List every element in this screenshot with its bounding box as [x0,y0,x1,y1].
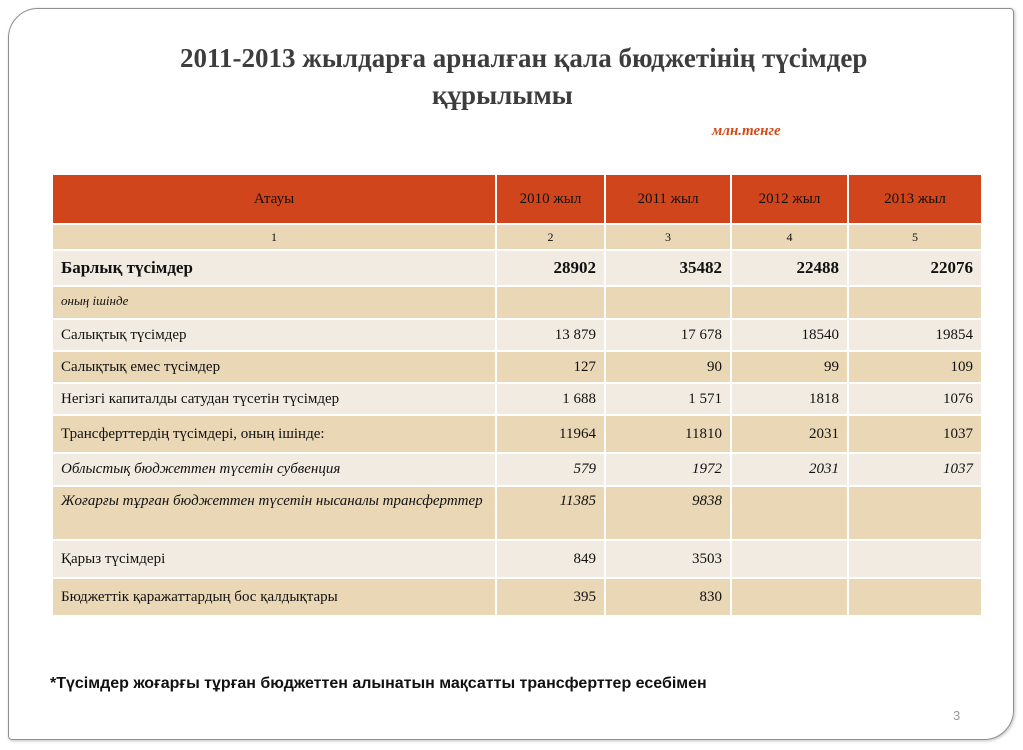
header-2011: 2011 жыл [605,174,731,224]
cell-2011: 11810 [605,415,731,453]
index-cell: 3 [605,224,731,250]
index-cell: 1 [52,224,496,250]
cell-2011: 17 678 [605,319,731,351]
cell-2010: 395 [496,578,605,616]
cell-2010 [496,286,605,319]
header-row [52,174,982,224]
cell-2011: 3503 [605,540,731,578]
row-name: Салықтық емес түсімдер [52,351,496,383]
unit-label: млн.тенге [712,123,781,139]
cell-2010: 127 [496,351,605,383]
cell-2010: 11964 [496,415,605,453]
cell-2011: 1 571 [605,383,731,415]
cell-2013: 1037 [848,453,982,486]
row-name: Барлық түсімдер [52,250,496,286]
cell-2012 [731,286,848,319]
budget-table [51,173,983,617]
header-2012: 2012 жыл [731,174,848,224]
cell-2012 [731,540,848,578]
cell-2013 [848,578,982,616]
header-2010: 2010 жыл [496,174,605,224]
header-name: Атауы [52,174,496,224]
header-2013: 2013 жыл [848,174,982,224]
cell-2012: 1818 [731,383,848,415]
cell-2012: 2031 [731,415,848,453]
row-name: Трансферттердің түсімдері, оның ішінде: [52,415,496,453]
cell-2010: 579 [496,453,605,486]
cell-2011 [605,286,731,319]
cell-2010: 1 688 [496,383,605,415]
footnote: *Түсімдер жоғарғы тұрған бюджеттен алынатын мақсатты трансферттер есебімен [50,675,707,692]
cell-2013 [848,540,982,578]
row-name: оның ішінде [52,286,496,319]
cell-2011: 1972 [605,453,731,486]
title-line-2: құрылымы [432,80,573,110]
cell-2012: 2031 [731,453,848,486]
row-name: Облыстық бюджеттен түсетін субвенция [52,453,496,486]
table-row [52,351,982,383]
cell-2013: 1037 [848,415,982,453]
table-row [52,453,982,486]
page-number: 3 [953,708,961,723]
table-row-including [52,286,982,319]
slide-title [180,40,980,114]
row-name: Негізгі капиталды сатудан түсетін түсімдер [52,383,496,415]
table-row [52,578,982,616]
cell-2013: 22076 [848,250,982,286]
row-name: Қарыз түсімдері [52,540,496,578]
table-row-total [52,250,982,286]
cell-2011: 830 [605,578,731,616]
cell-2011: 35482 [605,250,731,286]
table-row [52,486,982,540]
cell-2013: 19854 [848,319,982,351]
index-cell: 5 [848,224,982,250]
table-row [52,415,982,453]
index-row [52,224,982,250]
cell-2013 [848,286,982,319]
row-name: Салықтық түсімдер [52,319,496,351]
title-line-1: 2011-2013 жылдарға арналған қала бюджетінің түсімдер [180,43,868,73]
cell-2010: 13 879 [496,319,605,351]
table-row [52,319,982,351]
cell-2013: 1076 [848,383,982,415]
cell-2012: 18540 [731,319,848,351]
index-cell: 2 [496,224,605,250]
cell-2010: 849 [496,540,605,578]
cell-2012: 22488 [731,250,848,286]
row-name: Жоғарғы тұрған бюджеттен түсетін нысаналы трансферттер [52,486,496,540]
cell-2012: 99 [731,351,848,383]
table-row [52,540,982,578]
cell-2012 [731,578,848,616]
cell-2012 [731,486,848,540]
cell-2011: 9838 [605,486,731,540]
table-row [52,383,982,415]
cell-2013: 109 [848,351,982,383]
cell-2010: 11385 [496,486,605,540]
cell-2011: 90 [605,351,731,383]
cell-2010: 28902 [496,250,605,286]
index-cell: 4 [731,224,848,250]
row-name: Бюджеттік қаражаттардың бос қалдықтары [52,578,496,616]
cell-2013 [848,486,982,540]
